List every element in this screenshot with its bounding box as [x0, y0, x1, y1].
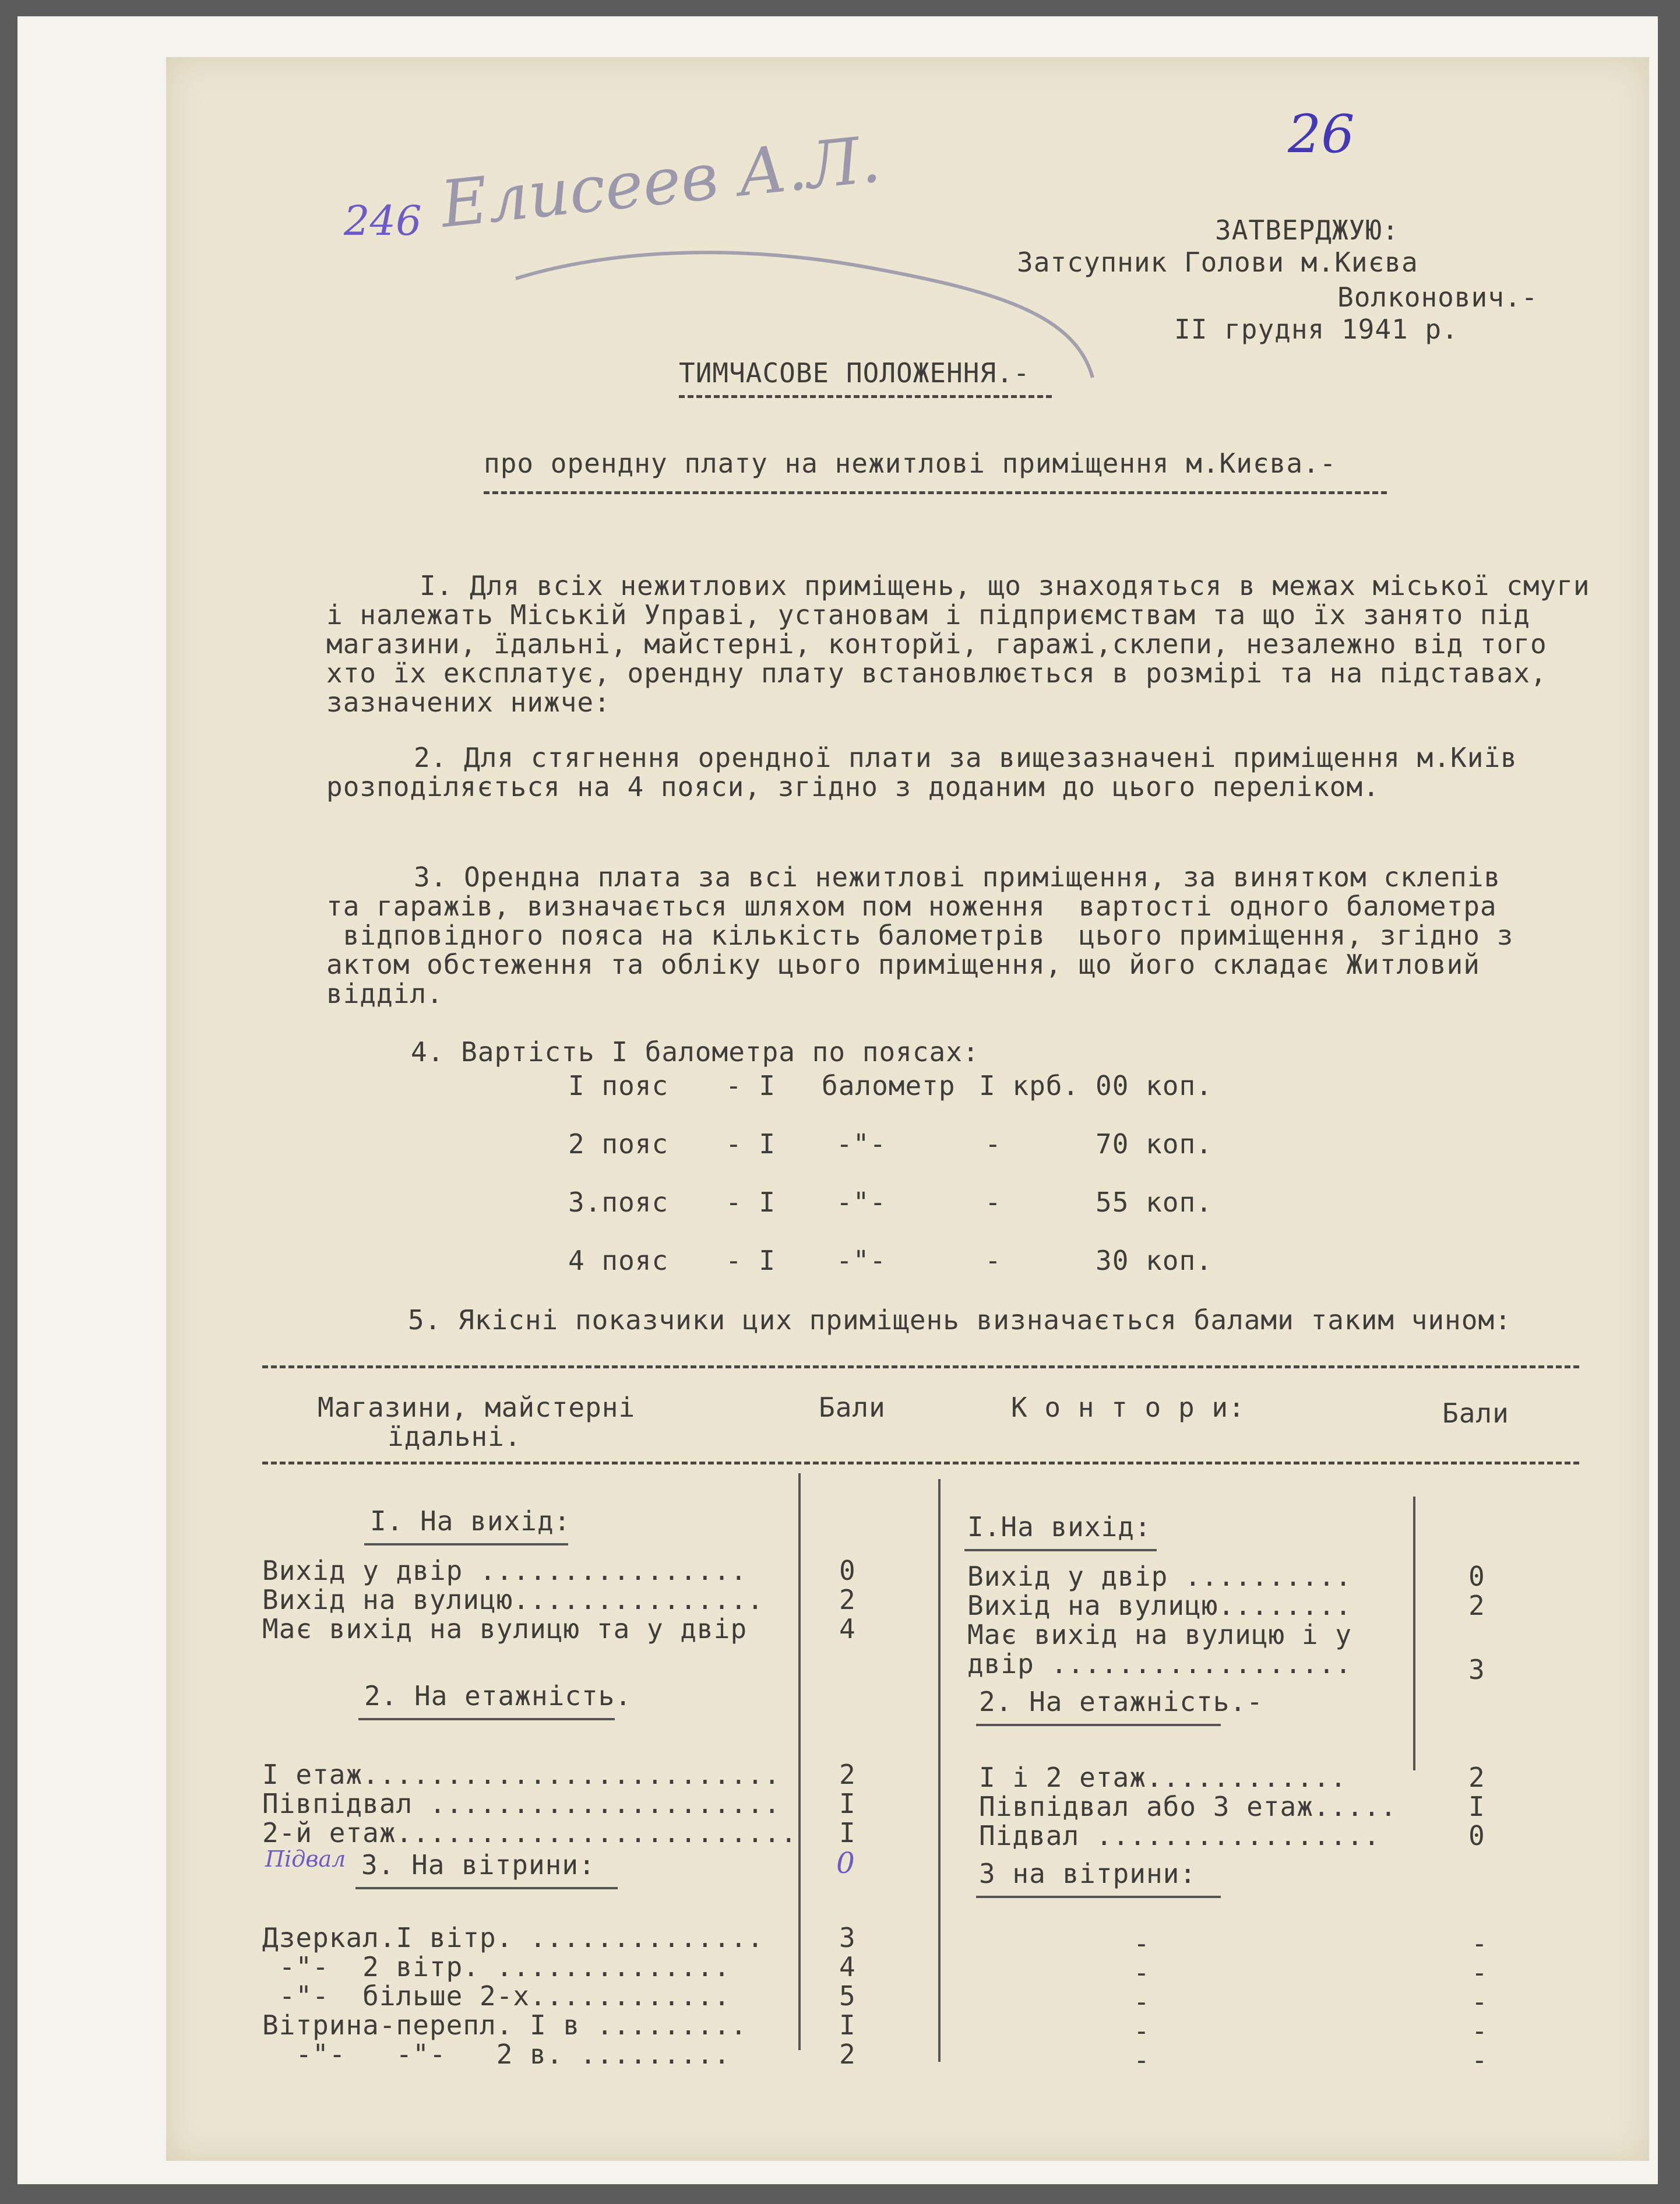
rate-kop: 00 коп.: [1096, 1070, 1213, 1101]
rate-qty: - I: [725, 1128, 776, 1160]
right-section-title: 2. На етажність.-: [979, 1686, 1263, 1717]
right-section-underline: [976, 1724, 1221, 1726]
para1-line-2: і належать Міській Управі, установам і підприємствам та що їх занято під: [326, 599, 1530, 631]
title-underline: [679, 395, 1052, 398]
right-row-label: -: [1133, 1928, 1150, 1959]
right-section-underline: [964, 1549, 1157, 1551]
left-row-value: 2: [839, 1759, 856, 1790]
document-page: [166, 57, 1649, 2161]
header-bali-left: Бали: [819, 1392, 886, 1423]
para2-line-1: 2. Для стягнення орендної плати за вищезазначені приміщення м.Київ: [414, 742, 1517, 773]
left-row-label: Півпідвал .....................: [262, 1788, 781, 1819]
rate-rub: -: [985, 1128, 1002, 1160]
header-kontory: К о н т о р и:: [1011, 1392, 1245, 1423]
rate-rub: -: [985, 1187, 1002, 1218]
left-row-value: I: [839, 1817, 856, 1849]
rate-qty: - I: [725, 1245, 776, 1276]
para4-heading: 4. Вартість I балометра по поясах:: [411, 1036, 980, 1068]
left-row-label: Вихід на вулицю...............: [262, 1584, 764, 1615]
column-divider-left: [798, 1473, 801, 2050]
right-row-label: Вихід на вулицю........: [967, 1590, 1352, 1621]
para3-line-3: відповідного пояса на кількість балометрів цього приміщення, згідно з: [326, 920, 1514, 951]
handwritten-basement-label: Підвал: [265, 1846, 346, 1872]
left-row-value: 2: [839, 2038, 856, 2070]
document-title: ТИМЧАСОВЕ ПОЛОЖЕННЯ.-: [679, 357, 1030, 389]
rate-unit: -"-: [836, 1128, 887, 1160]
approval-line-1: Затсупник Голови м.Києва: [1017, 247, 1418, 278]
left-section-title: I. На вихід:: [370, 1505, 571, 1537]
document-subtitle: про орендну плату на нежитлові приміщення м.Києва.-: [484, 448, 1337, 479]
left-section-title: 2. На етажність.: [364, 1680, 632, 1712]
para2-line-2: розподіляється на 4 пояси, згідно з доданим до цього переліком.: [326, 771, 1380, 802]
signature: Елисеев А.Л.: [437, 121, 884, 242]
para1-line-3: магазини, їдальні, майстерні, конторйі, гаражі,склепи, незалежно від того: [326, 628, 1547, 660]
right-section-underline: [976, 1896, 1221, 1898]
handwritten-basement-value: 0: [836, 1846, 855, 1880]
right-row-value: I: [1468, 1791, 1485, 1822]
right-row-label: I і 2 етаж............: [979, 1762, 1347, 1793]
para3-line-2: та гаражів, визначається шляхом пом ноження вартості одного балометра: [326, 890, 1497, 922]
para3-line-4: актом обстеження та обліку цього приміщення, що його складає Житловий: [326, 949, 1480, 980]
left-row-value: 4: [839, 1613, 856, 1645]
right-row-label: Підвал .................: [979, 1820, 1380, 1851]
right-row-label: Має вихід на вулицю і у: [967, 1619, 1352, 1650]
para1-line-1: I. Для всіх нежитлових приміщень, що знаходяться в межах міської смуги: [420, 570, 1590, 601]
rate-zone: 4 пояс: [568, 1245, 669, 1276]
left-row-label: Дзеркал.I вітр. ..............: [262, 1922, 764, 1953]
subtitle-underline: [484, 491, 1387, 494]
rate-unit: -"-: [836, 1187, 887, 1218]
right-row-value: 2: [1468, 1590, 1485, 1621]
page-number-annotation: 26: [1288, 104, 1355, 165]
rate-qty: - I: [725, 1070, 776, 1101]
left-row-value: 0: [839, 1555, 856, 1586]
header-left-line-2: їдальні.: [388, 1421, 522, 1452]
rate-zone: I пояс: [568, 1070, 669, 1101]
left-section-underline: [364, 1543, 568, 1545]
right-section-title: I.На вихід:: [967, 1511, 1151, 1543]
rate-zone: 3.пояс: [568, 1187, 669, 1218]
right-row-value: 2: [1468, 1762, 1485, 1793]
rate-unit: балометр: [822, 1070, 956, 1101]
left-row-value: 4: [839, 1951, 856, 1983]
left-row-label: -"- 2 вітр. ..............: [262, 1951, 731, 1983]
approval-line-2: Волконович.-: [1337, 281, 1538, 313]
right-row-value: 3: [1468, 1654, 1485, 1685]
table-header-rule: [262, 1462, 1579, 1464]
approval-date: II грудня 1941 р.: [1174, 314, 1459, 345]
rate-kop: 55 коп.: [1096, 1187, 1213, 1218]
column-divider-right: [1413, 1497, 1415, 1770]
para5: 5. Якісні показчики цих приміщень визначається балами таким чином:: [408, 1304, 1512, 1336]
left-row-label: Має вихід на вулицю та у двір: [262, 1613, 748, 1645]
para3-line-1: 3. Орендна плата за всі нежитлові приміщення, за винятком склепів: [414, 861, 1501, 893]
left-row-label: Вітрина-перепл. I в .........: [262, 2009, 748, 2041]
left-row-value: 3: [839, 1922, 856, 1953]
right-row-value: -: [1471, 2044, 1488, 2076]
para1-line-4: хто їх експлатує, орендну плату встановлюється в розмірі та на підставах,: [326, 657, 1547, 689]
left-section-underline: [355, 1887, 618, 1889]
para1-line-5: зазначених нижче:: [326, 686, 611, 718]
rate-qty: - I: [725, 1187, 776, 1218]
right-row-label: Півпідвал або 3 етаж.....: [979, 1791, 1397, 1822]
right-row-value: 0: [1468, 1561, 1485, 1592]
left-row-label: -"- -"- 2 в. .........: [262, 2038, 731, 2070]
right-row-value: 0: [1468, 1820, 1485, 1851]
left-row-label: 2-й етаж........................: [262, 1817, 798, 1849]
right-row-value: -: [1471, 1928, 1488, 1959]
left-section-underline: [358, 1718, 615, 1720]
rate-rub: -: [985, 1245, 1002, 1276]
right-row-label: -: [1133, 1986, 1150, 2018]
left-row-value: 5: [839, 1980, 856, 2012]
archive-mount: [17, 16, 1658, 2184]
para3-line-5: відділ.: [326, 978, 443, 1009]
left-section-title: 3. На вітрини:: [361, 1849, 596, 1881]
rate-kop: 70 коп.: [1096, 1128, 1213, 1160]
rate-kop: 30 коп.: [1096, 1245, 1213, 1276]
approval-label: ЗАТВЕРДЖУЮ:: [1215, 214, 1399, 246]
left-row-value: I: [839, 2009, 856, 2041]
right-row-label: двір ..................: [967, 1648, 1352, 1680]
left-number-annotation: 246: [344, 197, 422, 245]
right-row-value: -: [1471, 2015, 1488, 2047]
left-row-label: I етаж.........................: [262, 1759, 781, 1790]
right-row-value: -: [1471, 1986, 1488, 2018]
right-row-label: -: [1133, 1957, 1150, 1988]
rate-unit: -"-: [836, 1245, 887, 1276]
right-row-label: -: [1133, 2044, 1150, 2076]
table-top-rule: [262, 1365, 1579, 1368]
header-bali-right: Бали: [1442, 1397, 1509, 1429]
rate-rub: I крб.: [979, 1070, 1080, 1101]
right-section-title: 3 на вітрини:: [979, 1858, 1197, 1889]
right-row-value: -: [1471, 1957, 1488, 1988]
left-row-label: Вихід у двір ................: [262, 1555, 748, 1586]
right-row-label: -: [1133, 2015, 1150, 2047]
left-row-label: -"- більше 2-х............: [262, 1980, 731, 2012]
rate-zone: 2 пояс: [568, 1128, 669, 1160]
left-row-value: 2: [839, 1584, 856, 1615]
header-left-line-1: Магазини, майстерні: [318, 1392, 636, 1423]
left-row-value: I: [839, 1788, 856, 1819]
column-divider-middle: [938, 1479, 941, 2062]
right-row-label: Вихід у двір ..........: [967, 1561, 1352, 1592]
